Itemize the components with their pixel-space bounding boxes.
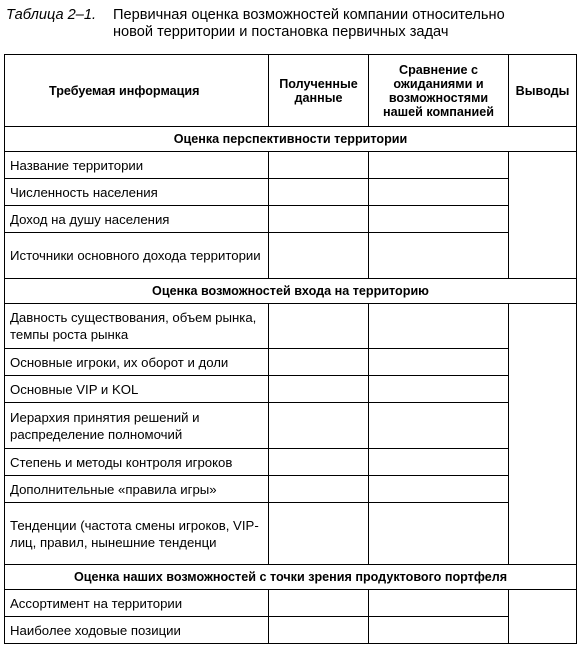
received-data-cell[interactable] xyxy=(269,179,369,206)
table-title-line-2: новой территории и постановка первичных задач xyxy=(113,24,449,40)
received-data-cell[interactable] xyxy=(269,349,369,376)
received-data-cell[interactable] xyxy=(269,304,369,349)
row-label: Давность существования, объем рынка, темпы роста рынка xyxy=(5,304,269,349)
assessment-table xyxy=(4,54,577,644)
table-row xyxy=(5,304,577,349)
conclusions-cell[interactable] xyxy=(509,152,577,279)
comparison-cell[interactable] xyxy=(369,376,509,403)
received-data-cell[interactable] xyxy=(269,376,369,403)
row-label: Ассортимент на территории xyxy=(5,590,269,617)
header-conclusions: Выводы xyxy=(509,55,577,127)
received-data-cell[interactable] xyxy=(269,617,369,644)
comparison-cell[interactable] xyxy=(369,152,509,179)
received-data-cell[interactable] xyxy=(269,590,369,617)
comparison-cell[interactable] xyxy=(369,503,509,565)
received-data-cell[interactable] xyxy=(269,206,369,233)
comparison-cell[interactable] xyxy=(369,179,509,206)
table-title-line-1: Первичная оценка возможностей компании относительно xyxy=(113,7,505,23)
table-row xyxy=(5,503,577,565)
table-row xyxy=(5,233,577,279)
comparison-cell[interactable] xyxy=(369,403,509,449)
conclusions-cell[interactable] xyxy=(509,590,577,644)
row-label: Основные игроки, их оборот и доли xyxy=(5,349,269,376)
table-caption xyxy=(6,7,576,41)
section-title: Оценка возможностей входа на территорию xyxy=(5,279,577,304)
row-label: Дополнительные «правила игры» xyxy=(5,476,269,503)
row-label: Основные VIP и KOL xyxy=(5,376,269,403)
received-data-cell[interactable] xyxy=(269,403,369,449)
header-received-data: Полученные данные xyxy=(269,55,369,127)
header-required-info: Требуемая информация xyxy=(5,55,269,127)
comparison-cell[interactable] xyxy=(369,233,509,279)
received-data-cell[interactable] xyxy=(269,503,369,565)
section-row xyxy=(5,565,577,590)
comparison-cell[interactable] xyxy=(369,617,509,644)
comparison-cell[interactable] xyxy=(369,349,509,376)
table-row xyxy=(5,206,577,233)
table-row xyxy=(5,617,577,644)
conclusions-cell[interactable] xyxy=(509,304,577,565)
row-label: Название территории xyxy=(5,152,269,179)
table-row xyxy=(5,449,577,476)
comparison-cell[interactable] xyxy=(369,476,509,503)
row-label: Степень и методы контроля игроков xyxy=(5,449,269,476)
comparison-cell[interactable] xyxy=(369,449,509,476)
table-row xyxy=(5,590,577,617)
table-row xyxy=(5,349,577,376)
table-row xyxy=(5,476,577,503)
comparison-cell[interactable] xyxy=(369,590,509,617)
comparison-cell[interactable] xyxy=(369,206,509,233)
table-row xyxy=(5,376,577,403)
table-row xyxy=(5,179,577,206)
header-comparison: Сравнение с ожиданиями и возможностями нашей компанией xyxy=(369,55,509,127)
section-row xyxy=(5,127,577,152)
header-row xyxy=(5,55,577,127)
row-label: Численность населения xyxy=(5,179,269,206)
received-data-cell[interactable] xyxy=(269,152,369,179)
section-title: Оценка наших возможностей с точки зрения продуктового портфеля xyxy=(5,565,577,590)
section-row xyxy=(5,279,577,304)
received-data-cell[interactable] xyxy=(269,476,369,503)
table-row xyxy=(5,152,577,179)
table-number: Таблица 2–1. xyxy=(6,7,97,23)
received-data-cell[interactable] xyxy=(269,233,369,279)
row-label: Тенденции (частота смены игроков, VIP-лиц, правил, нынешние тенденци xyxy=(5,503,269,565)
section-title: Оценка перспективности территории xyxy=(5,127,577,152)
received-data-cell[interactable] xyxy=(269,449,369,476)
table-row xyxy=(5,403,577,449)
row-label: Источники основного дохода территории xyxy=(5,233,269,279)
comparison-cell[interactable] xyxy=(369,304,509,349)
row-label: Наиболее ходовые позиции xyxy=(5,617,269,644)
row-label: Иерархия принятия решений и распределение полномочий xyxy=(5,403,269,449)
row-label: Доход на душу населения xyxy=(5,206,269,233)
